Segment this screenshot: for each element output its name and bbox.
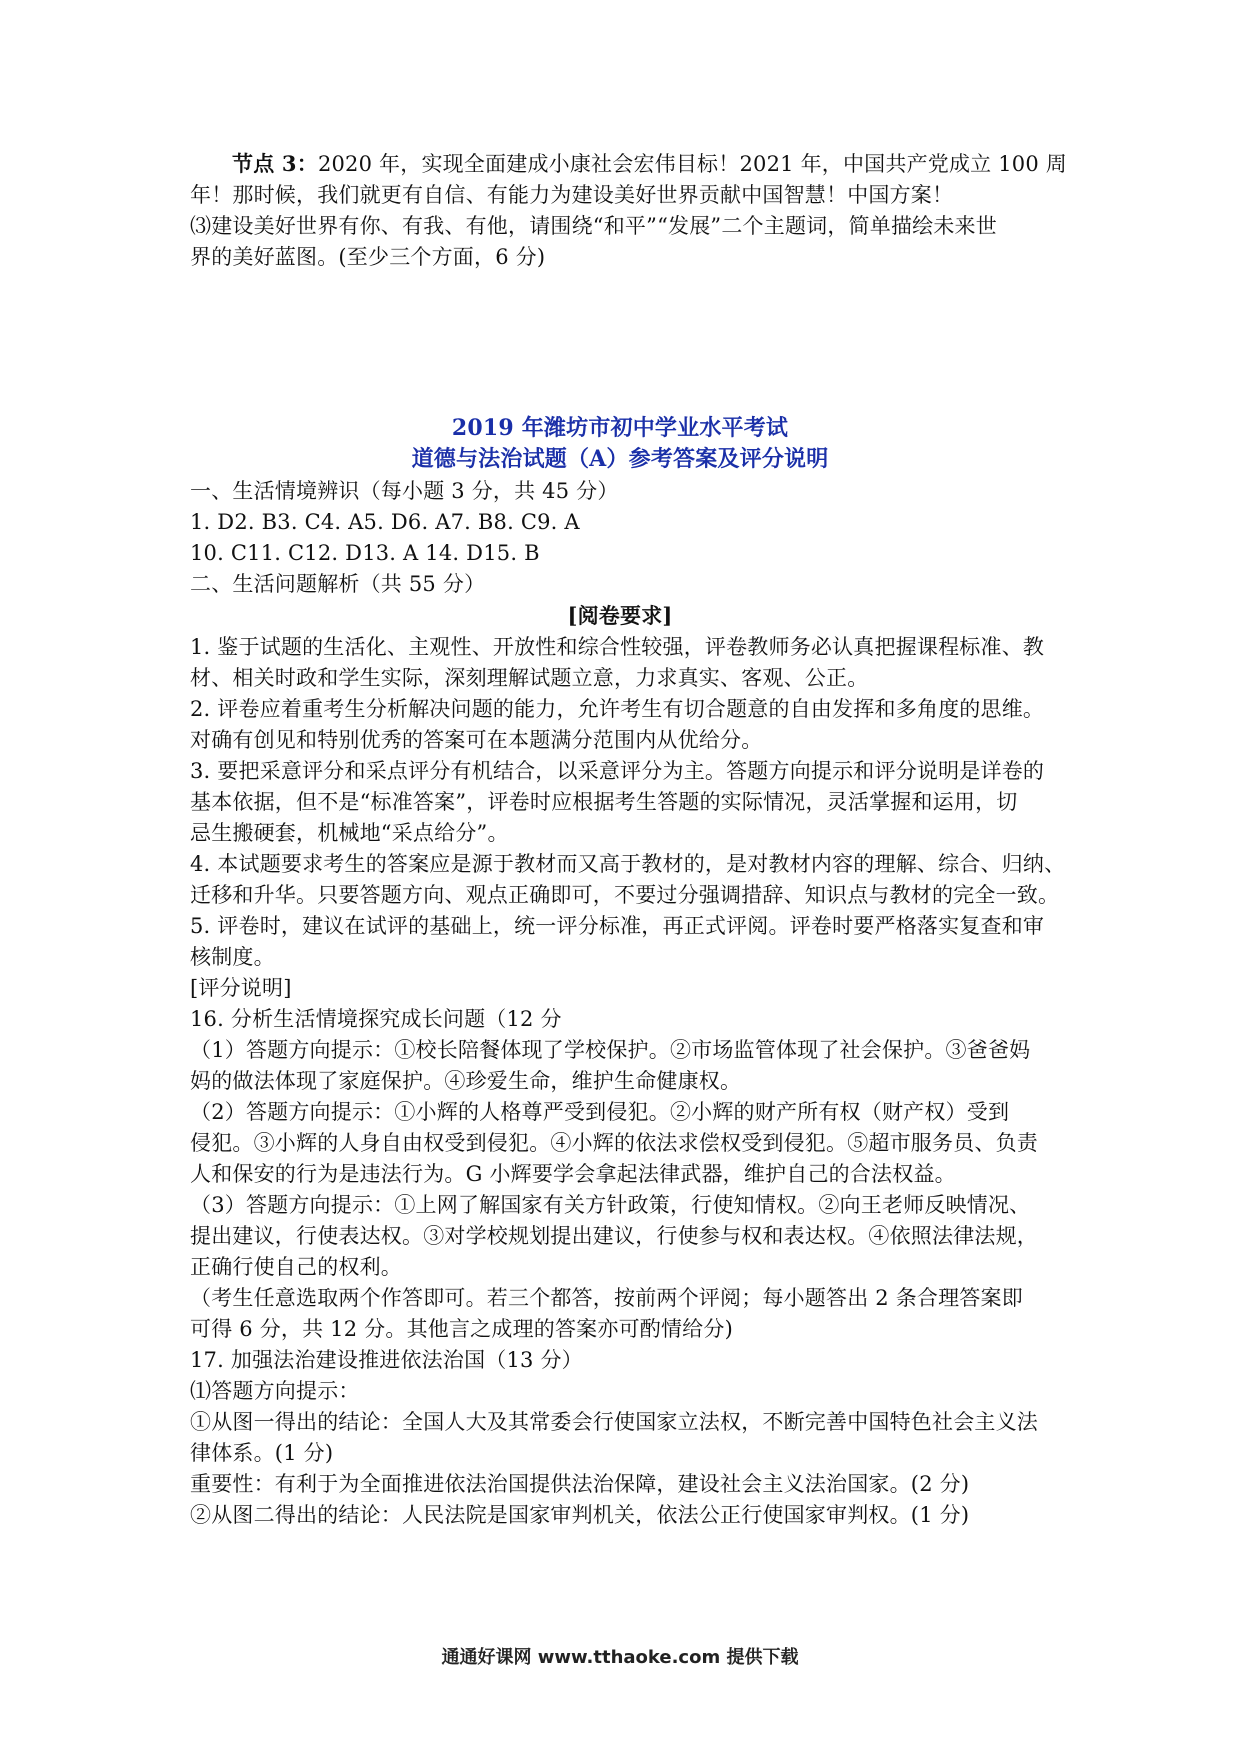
answer-key-line-2: 10. C11. C12. D13. A 14. D15. B [190, 541, 540, 565]
text-line: 人和保安的行为是违法行为。G 小辉要学会拿起法律武器，维护自己的合法权益。 [190, 1162, 956, 1186]
text-line: 基本依据，但不是“标准答案”，评卷时应根据考生答题的实际情况，灵活掌握和运用，切 [190, 790, 1018, 814]
question-3-line-1: ⑶建设美好世界有你、有我、有他，请围绕“和平”“发展”二个主题词，简单描绘未来世 [190, 214, 997, 238]
text-line: 律体系。(1 分) [190, 1441, 334, 1465]
text-line: ⑴答题方向提示： [190, 1379, 360, 1403]
text-line: 正确行使自己的权利。 [190, 1255, 402, 1279]
node3-line-2: 年！那时候，我们就更有自信、有能力为建设美好世界贡献中国智慧！中国方案！ [190, 183, 954, 207]
text-line: 侵犯。③小辉的人身自由权受到侵犯。④小辉的依法求偿权受到侵犯。⑤超市服务员、负责 [190, 1131, 1038, 1155]
text-line: 迁移和升华。只要答题方向、观点正确即可，不要过分强调措辞、知识点与教材的完全一致。 [190, 883, 1060, 907]
node3-text-1: 2020 年，实现全面建成小康社会宏伟目标！2021 年，中国共产党成立 100 周 [317, 152, 1068, 176]
node3-label: 节点 3： [232, 151, 318, 176]
text-line: （1）答题方向提示：①校长陪餐体现了学校保护。②市场监管体现了社会保护。③爸爸妈 [190, 1038, 1031, 1062]
text-line: 2. 评卷应着重考生分析解决问题的能力，允许考生有切合题意的自由发挥和多角度的思维。 [190, 697, 1045, 721]
text-line: ②从图二得出的结论：人民法院是国家审判机关，依法公正行使国家审判权。(1 分) [190, 1503, 970, 1527]
scoring-heading: [评分说明] [190, 976, 292, 1000]
text-line: 提出建议，行使表达权。③对学校规划提出建议，行使参与权和表达权。④依照法律法规， [190, 1224, 1038, 1248]
answer-key-line-1: 1. D2. B3. C4. A5. D6. A7. B8. C9. A [190, 510, 580, 534]
text-line: 妈的做法体现了家庭保护。④珍爱生命，维护生命健康权。 [190, 1069, 742, 1093]
question-3-line-2: 界的美好蓝图。(至少三个方面，6 分) [190, 245, 546, 269]
page-footer: 通通好课网 www.tthaoke.com 提供下载 [441, 1647, 799, 1668]
text-line: 可得 6 分，共 12 分。其他言之成理的答案亦可酌情给分) [190, 1317, 733, 1341]
text-line: 3. 要把采意评分和采点评分有机结合，以采意评分为主。答题方向提示和评分说明是详卷的 [190, 759, 1045, 783]
section-line: 一、生活情境辨识（每小题 3 分，共 45 分） [190, 479, 619, 503]
question-16-heading: 16. 分析生活情境探究成长问题（12 分 [190, 1007, 562, 1031]
text-line: （考生任意选取两个作答即可。若三个都答，按前两个评阅；每小题答出 2 条合理答案即 [190, 1286, 1023, 1310]
text-line: （3）答题方向提示：①上网了解国家有关方针政策，行使知情权。②向王老师反映情况、 [190, 1193, 1031, 1217]
review-heading: [阅卷要求] [567, 603, 673, 628]
section-line: 二、生活问题解析（共 55 分） [190, 572, 486, 596]
answer-title-line-2: 道德与法治试题（A）参考答案及评分说明 [411, 446, 829, 472]
text-line: 忌生搬硬套，机械地“采点给分”。 [190, 821, 509, 845]
text-line: 重要性：有利于为全面推进依法治国提供法治保障，建设社会主义法治国家。(2 分) [190, 1472, 970, 1496]
text-line: （2）答题方向提示：①小辉的人格尊严受到侵犯。②小辉的财产所有权（财产权）受到 [190, 1100, 1010, 1124]
text-line: 4. 本试题要求考生的答案应是源于教材而又高于教材的，是对教材内容的理解、综合、归纳、 [190, 852, 1066, 876]
text-line: ①从图一得出的结论：全国人大及其常委会行使国家立法权，不断完善中国特色社会主义法 [190, 1410, 1038, 1434]
question-17-heading: 17. 加强法治建设推进依法治国（13 分） [190, 1348, 583, 1372]
text-line: 材、相关时政和学生实际，深刻理解试题立意，力求真实、客观、公正。 [190, 666, 869, 690]
text-line: 1. 鉴于试题的生活化、主观性、开放性和综合性较强，评卷教师务必认真把握课程标准、教 [190, 635, 1045, 659]
text-line: 5. 评卷时，建议在试评的基础上，统一评分标准，再正式评阅。评卷时要严格落实复查和审 [190, 914, 1045, 938]
text-line: 对确有创见和特别优秀的答案可在本题满分范围内从优给分。 [190, 728, 763, 752]
answer-title-line-1: 2019 年潍坊市初中学业水平考试 [451, 415, 789, 441]
text-line: 核制度。 [190, 945, 275, 969]
node3-line-1 [232, 149, 1102, 179]
